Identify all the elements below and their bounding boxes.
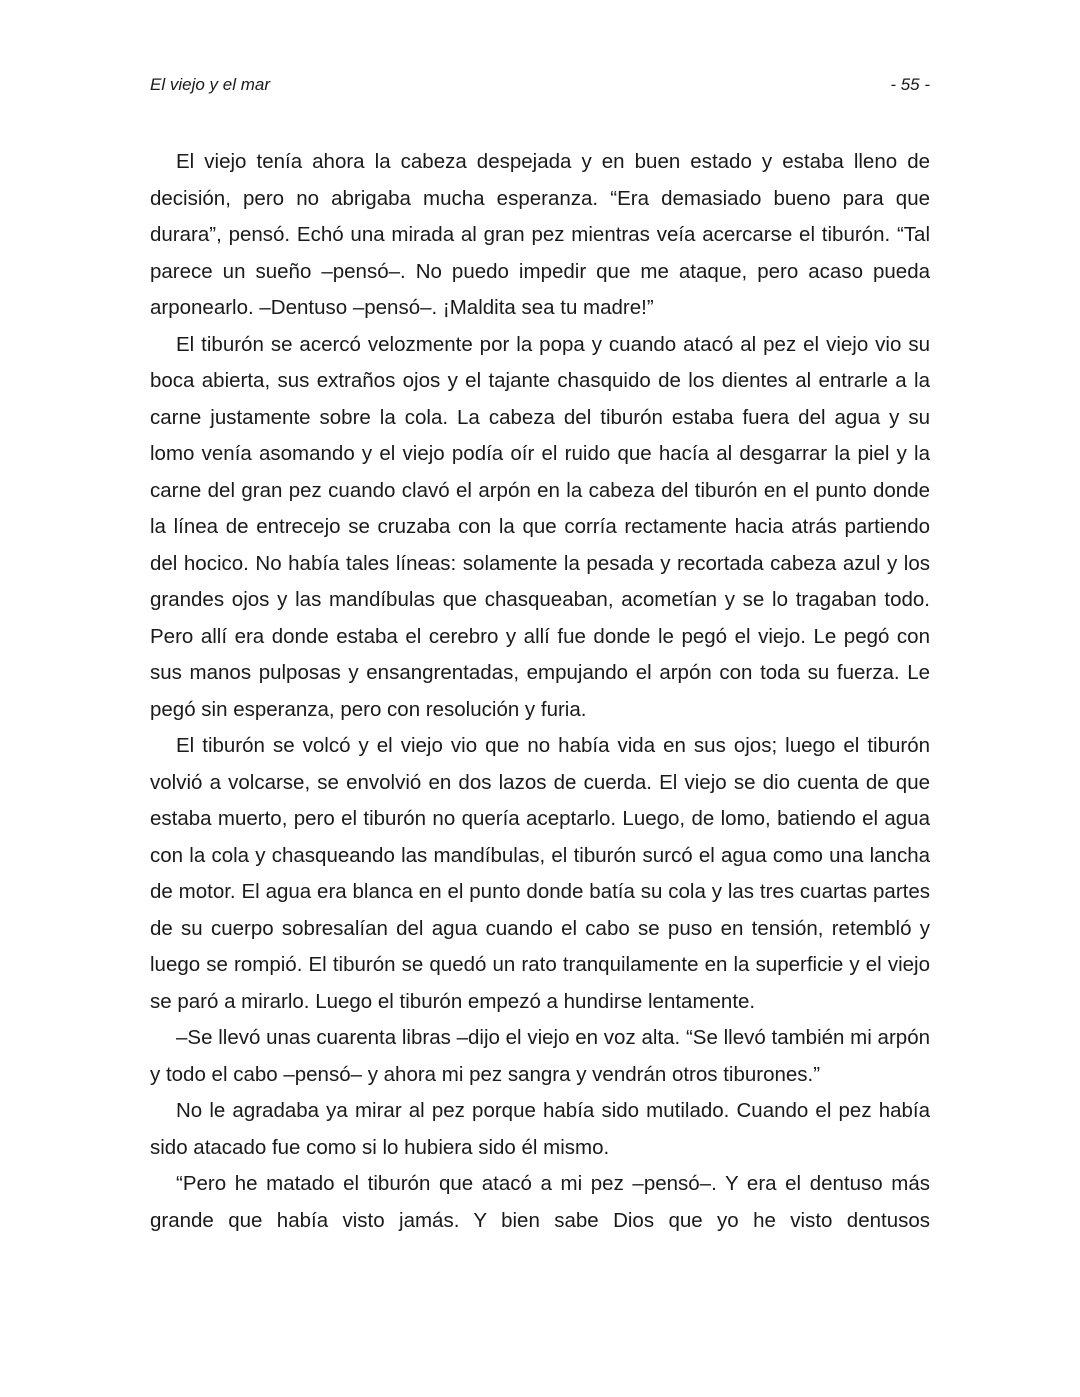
page-number: - 55 - <box>890 75 930 94</box>
paragraph: “Pero he matado el tiburón que atacó a mi pez –pensó–. Y era el dentuso más grande que había visto jamás. Y bien sabe Dios que yo he visto dentusos <box>150 1172 930 1232</box>
paragraph: El tiburón se acercó velozmente por la popa y cuando atacó al pez el viejo vio su boca abierta, sus extraños ojos y el tajante chasquido de los dientes al entrarle a la carne justamente sobre la cola. La cabeza del tiburón estaba fuera del agua y su lomo venía asomando y el viejo podía oír el ruido que hacía al desgarrar la piel y la carne del gran pez cuando clavó el arpón en la cabeza del tiburón en el punto donde la línea de entrecejo se cruzaba con la que corría rectamente hacia atrás partiendo del hocico. No había tales líneas: solamente la pesada y recortada cabeza azul y los grandes ojos y las mandíbulas que chasqueaban, acometían y se lo tragaban todo. Pero allí era donde estaba el cerebro y allí fue donde le pegó el viejo. Le pegó con sus manos pulposas y ensangrentadas, empujando el arpón con toda su fuerza. Le pegó sin esperanza, pero con resolución y furia. <box>150 332 930 721</box>
paragraph: No le agradaba ya mirar al pez porque había sido mutilado. Cuando el pez había sido atacado fue como si lo hubiera sido él mismo. <box>150 1099 930 1159</box>
page-header <box>150 75 930 99</box>
running-title: El viejo y el mar <box>150 75 270 94</box>
paragraph: –Se llevó unas cuarenta libras –dijo el viejo en voz alta. “Se llevó también mi arpón y todo el cabo –pensó– y ahora mi pez sangra y vendrán otros tiburones.” <box>150 1026 930 1086</box>
paragraph: El viejo tenía ahora la cabeza despejada y en buen estado y estaba lleno de decisión, pero no abrigaba mucha esperanza. “Era demasiado bueno para que durara”, pensó. Echó una mirada al gran pez mientras veía acercarse el tiburón. “Tal parece un sueño –pensó–. No puedo impedir que me ataque, pero acaso pueda arponearlo. –Dentuso –pensó–. ¡Maldita sea tu madre!” <box>150 150 930 319</box>
paragraph: El tiburón se volcó y el viejo vio que no había vida en sus ojos; luego el tiburón volvió a volcarse, se envolvió en dos lazos de cuerda. El viejo se dio cuenta de que estaba muerto, pero el tiburón no quería aceptarlo. Luego, de lomo, batiendo el agua con la cola y chasqueando las mandíbulas, el tiburón surcó el agua como una lancha de motor. El agua era blanca en el punto donde batía su cola y las tres cuartas partes de su cuerpo sobresalían del agua cuando el cabo se puso en tensión, retembló y luego se rompió. El tiburón se quedó un rato tranquilamente en la superficie y el viejo se paró a mirarlo. Luego el tiburón empezó a hundirse lentamente. <box>150 734 930 1013</box>
body-text <box>150 144 930 1239</box>
